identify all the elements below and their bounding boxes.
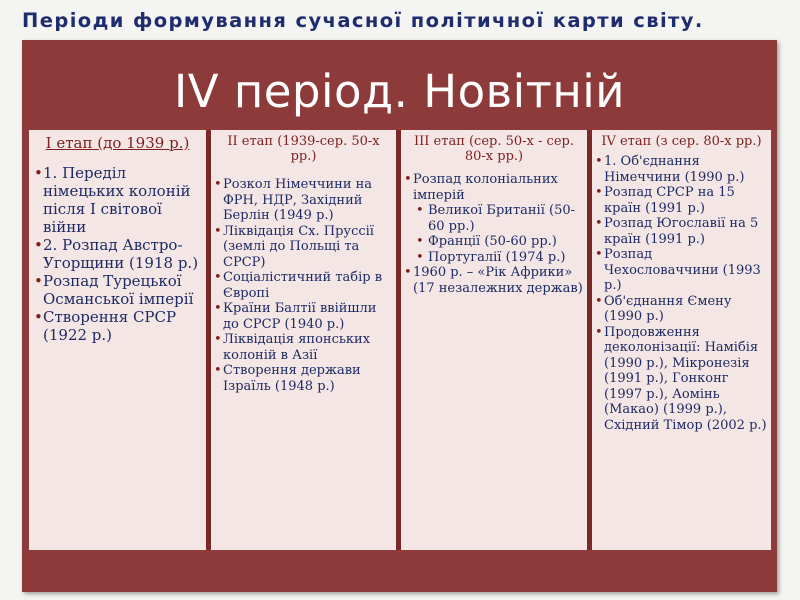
list-item: • Розпад СРСР на 15 країн (1991 р.): [595, 185, 768, 216]
stage-1-list: [32, 164, 203, 344]
list-item: • 1. Об'єднання Німеччини (1990 р.): [595, 154, 768, 185]
stage-3-title: III етап (сер. 50-х - сер. 80-х рр.): [414, 134, 574, 164]
stage-column-3: [401, 130, 587, 550]
list-item: • Розкол Німеччини на ФРН, НДР, Західний Берлін (1949 р.): [214, 177, 393, 224]
list-item: • Ліквідація японських колоній в Азії: [214, 332, 393, 363]
list-item: • Продовження деколонізації: Намібія (1990 р.), Мікронезія (1991 р.), Гонконг (1997 р.), Аомінь (Макао) (1999 р.), Східний Тімор (2002 р.): [595, 325, 768, 434]
stage-2-list: [214, 177, 393, 394]
stage-2-title: II етап (1939-сер. 50-х рр.): [227, 134, 380, 164]
list-item: • Розпад Турецької Османської імперії: [32, 272, 203, 308]
slide-frame: [22, 40, 777, 592]
list-item: • Країни Балтії ввійшли до СРСР (1940 р.): [214, 301, 393, 332]
stage-column-2: [211, 130, 396, 550]
stages-table: [29, 130, 771, 550]
list-item: • Франції (50-60 рр.): [404, 234, 584, 250]
list-item: • Соціалістичний табір в Європі: [214, 270, 393, 301]
list-item: • Розпад колоніальних імперій: [404, 172, 584, 203]
list-item: • Розпад Чехословаччини (1993 р.): [595, 247, 768, 294]
stage-1-title: I етап (до 1939 р.): [45, 134, 190, 152]
list-item: • Ліквідація Сх. Пруссії (землі до Польщі та СРСР): [214, 224, 393, 271]
list-item: • 1. Переділ німецьких колоній після І світової війни: [32, 164, 203, 236]
stage-4-list: [595, 154, 768, 433]
list-item: • 2. Розпад Австро-Угорщини (1918 р.): [32, 236, 203, 272]
stage-3-list: [404, 172, 584, 296]
slide-title: Періоди формування сучасної політичної карти світу.: [22, 9, 704, 32]
list-item: • Португалії (1974 р.): [404, 250, 584, 266]
list-item: • Створення СРСР (1922 р.): [32, 308, 203, 344]
period-heading: IV період. Новітній: [173, 65, 626, 118]
stage-4-title: IV етап (з сер. 80-х рр.): [601, 134, 762, 149]
stage-column-4: [592, 130, 771, 550]
list-item: • Об'єднання Ємену (1990 р.): [595, 294, 768, 325]
list-item: • 1960 р. – «Рік Африки» (17 незалежних держав): [404, 265, 584, 296]
list-item: • Створення держави Ізраїль (1948 р.): [214, 363, 393, 394]
list-item: • Великої Британії (50-60 рр.): [404, 203, 584, 234]
list-item: • Розпад Югославії на 5 країн (1991 р.): [595, 216, 768, 247]
stage-column-1: [29, 130, 206, 550]
